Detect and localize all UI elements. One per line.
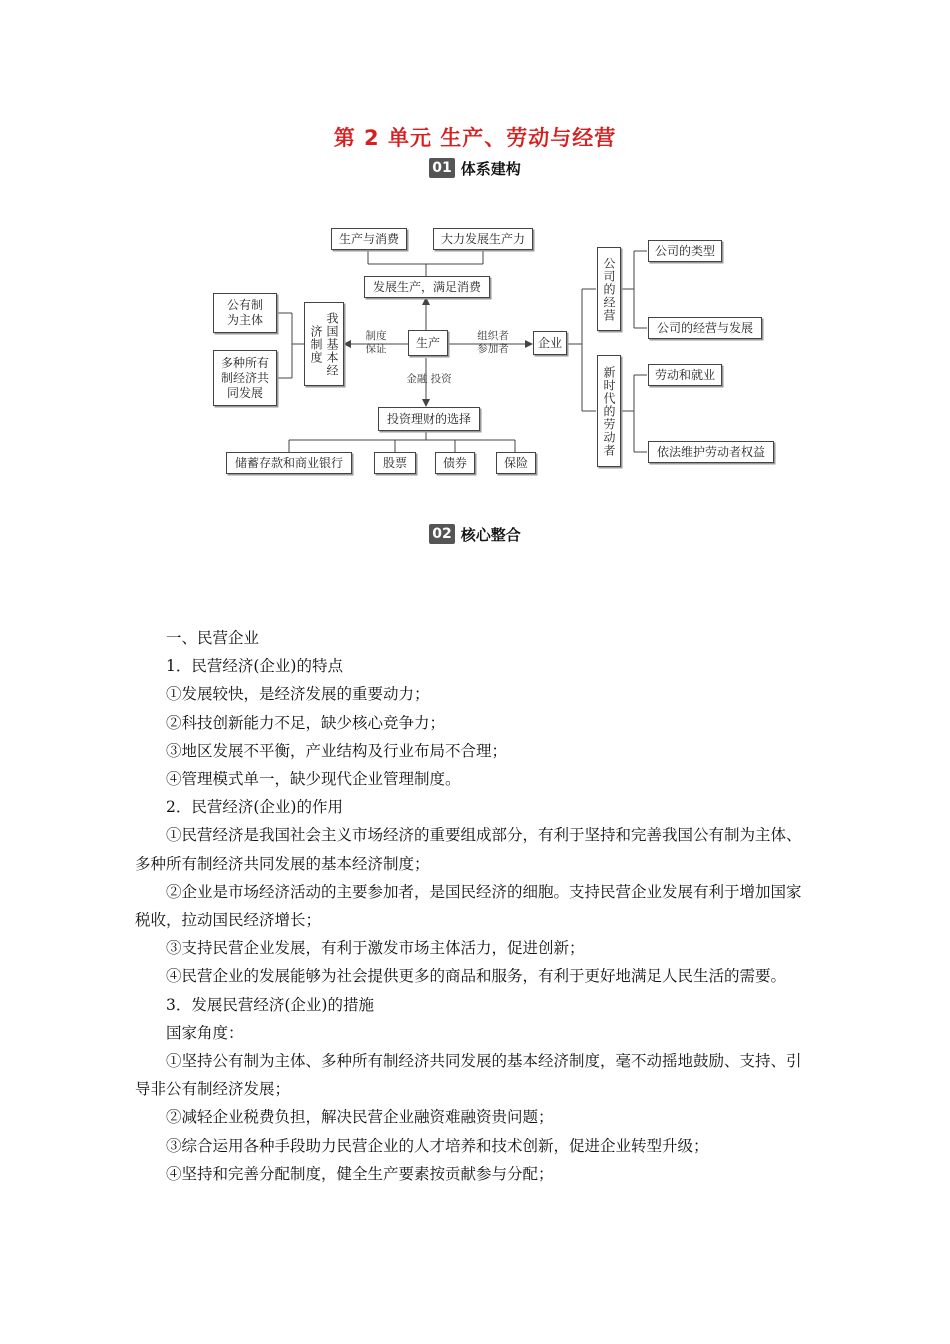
page-title: 第 2 单元 生产、劳动与经营 — [333, 126, 617, 150]
paragraph: ②科技创新能力不足，缺少核心竞争力； — [166, 713, 446, 732]
paragraph: ②企业是市场经济活动的主要参加者，是国民经济的细胞。支持民营企业发展有利于增加国家税收，拉动国民经济增长； — [135, 882, 802, 930]
edge-label-system-guarantee: 制度保证 — [365, 330, 387, 355]
box-production: 生产 — [408, 330, 448, 356]
body-text — [135, 624, 815, 1188]
box-basic-economic-system: 我国基本经济制度 — [304, 302, 344, 386]
paragraph: ①发展较快，是经济发展的重要动力； — [166, 685, 430, 704]
paragraph: 国家角度： — [166, 1023, 244, 1042]
box-investment-choice: 投资理财的选择 — [378, 407, 480, 431]
section-label: 体系建构 — [460, 159, 521, 178]
box-labor-employment: 劳动和就业 — [648, 364, 722, 386]
concept-map — [0, 0, 950, 500]
section-header-2 — [0, 523, 950, 547]
section-label: 核心整合 — [460, 525, 521, 544]
section-number-badge: 02 — [429, 524, 454, 544]
paragraph: ④管理模式单一，缺少现代企业管理制度。 — [166, 770, 461, 789]
paragraph: ③综合运用各种手段助力民营企业的人才培养和技术创新，促进企业转型升级； — [166, 1136, 709, 1155]
paragraph: ①坚持公有制为主体、多种所有制经济共同发展的基本经济制度，毫不动摇地鼓励、支持、引导非公有制经济发展； — [135, 1052, 802, 1099]
box-insurance: 保险 — [496, 452, 536, 474]
subheading-measures: 3．发展民营经济(企业)的措施 — [166, 995, 374, 1014]
box-company-development: 公司的经营与发展 — [648, 317, 762, 339]
box-production-consumption: 生产与消费 — [331, 228, 407, 250]
box-savings-banks: 储蓄存款和商业银行 — [226, 452, 352, 474]
subheading-role: 2．民营经济(企业)的作用 — [166, 798, 343, 817]
box-stocks: 股票 — [374, 452, 416, 474]
edge-label-finance-investment: 金融 投资 — [406, 373, 452, 385]
paragraph: ④民营企业的发展能够为社会提供更多的商品和服务，有利于更好地满足人民生活的需要。 — [166, 967, 787, 986]
box-worker-rights: 依法维护劳动者权益 — [648, 441, 774, 463]
paragraph: ③支持民营企业发展，有利于激发市场主体活力，促进创新； — [166, 939, 585, 958]
paragraph: ②减轻企业税费负担，解决民营企业融资难融资贵问题； — [166, 1108, 554, 1127]
box-multiple-ownership: 多种所有制经济共同发展 — [213, 350, 277, 406]
edge-label-participants: 组织者参加者 — [477, 330, 509, 355]
box-company-operations: 公司的经营 — [597, 247, 621, 331]
paragraph: ④坚持和完善分配制度，健全生产要素按贡献参与分配； — [166, 1164, 554, 1183]
heading-private-enterprise: 一、民营企业 — [166, 629, 260, 647]
box-enterprise: 企业 — [533, 331, 567, 355]
subheading-characteristics: 1．民营经济(企业)的特点 — [166, 657, 343, 676]
box-public-ownership-main: 公有制为主体 — [213, 293, 277, 333]
box-develop-production: 发展生产，满足消费 — [364, 276, 490, 298]
box-productivity: 大力发展生产力 — [433, 228, 533, 250]
section-number-badge: 01 — [429, 158, 454, 178]
box-bonds: 债券 — [435, 452, 475, 474]
paragraph: ①民营经济是我国社会主义市场经济的重要组成部分，有利于坚持和完善我国公有制为主体、多种所有制经济共同发展的基本经济制度； — [135, 826, 802, 873]
paragraph: ③地区发展不平衡，产业结构及行业布局不合理； — [166, 741, 508, 760]
box-company-types: 公司的类型 — [648, 240, 722, 262]
box-new-era-workers: 新时代的劳动者 — [597, 355, 621, 467]
